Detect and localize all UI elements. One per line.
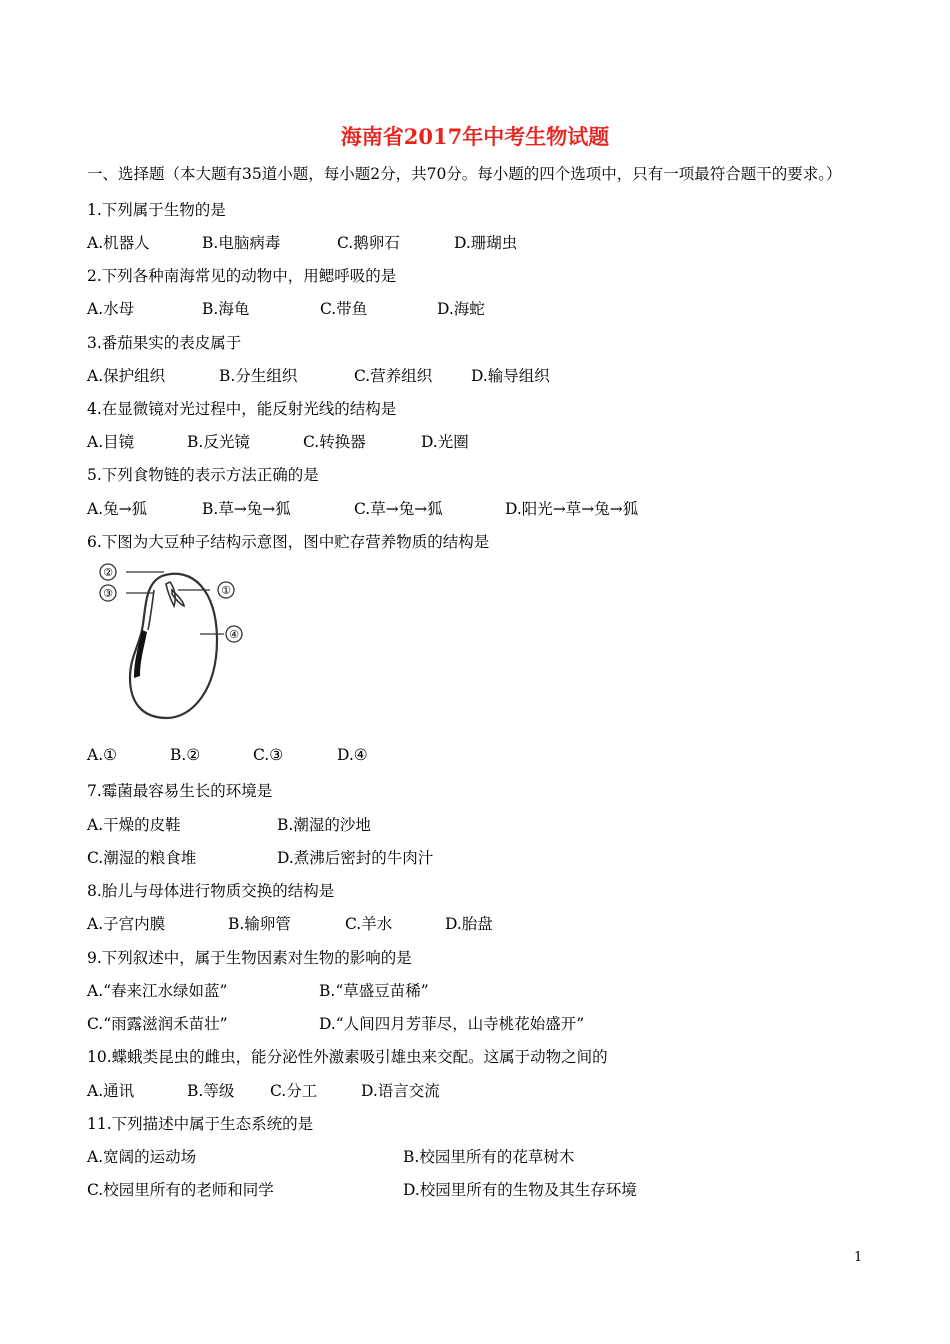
option: A.兔→狐 xyxy=(87,500,148,518)
option: A.目镜 xyxy=(87,433,135,451)
option: A.水母 xyxy=(87,300,135,318)
question-stem: 11.下列描述中属于生态系统的是 xyxy=(87,1115,314,1133)
option: C.营养组织 xyxy=(354,367,433,385)
option: D.煮沸后密封的牛肉汁 xyxy=(277,849,434,867)
option: D.阳光→草→兔→狐 xyxy=(505,500,639,518)
option: D.④ xyxy=(337,746,368,764)
hypocotyl-line xyxy=(148,590,154,630)
option: C.鹅卵石 xyxy=(337,234,400,252)
question-stem: 10.蝶蛾类昆虫的雌虫，能分泌性外激素吸引雄虫来交配。这属于动物之间的 xyxy=(87,1048,608,1066)
option: A.宽阔的运动场 xyxy=(87,1148,197,1166)
option: D.输导组织 xyxy=(471,367,550,385)
option: B.海龟 xyxy=(202,300,250,318)
radicle-shape xyxy=(134,630,147,678)
label-2: ② xyxy=(103,566,113,579)
option: B.输卵管 xyxy=(228,915,291,933)
option: B.校园里所有的花草树木 xyxy=(403,1148,575,1166)
option: C.转换器 xyxy=(303,433,366,451)
option: C.“雨露滋润禾苗壮” xyxy=(87,1015,228,1033)
label-1: ① xyxy=(221,584,231,597)
option: B.分生组织 xyxy=(219,367,298,385)
plumule-shape xyxy=(166,582,175,606)
option: D.海蛇 xyxy=(437,300,485,318)
option: B.电脑病毒 xyxy=(202,234,281,252)
option: D.校园里所有的生物及其生存环境 xyxy=(403,1181,637,1199)
question-stem: 1.下列属于生物的是 xyxy=(87,201,226,219)
question-stem: 6.下图为大豆种子结构示意图，图中贮存营养物质的结构是 xyxy=(87,533,490,551)
option: A.保护组织 xyxy=(87,367,166,385)
option: D.胎盘 xyxy=(445,915,493,933)
option: D.光圈 xyxy=(421,433,469,451)
page-number: 1 xyxy=(854,1250,863,1265)
page-title: 海南省2017年中考生物试题 xyxy=(340,124,610,149)
option: A.通讯 xyxy=(87,1082,135,1100)
question-stem: 5.下列食物链的表示方法正确的是 xyxy=(87,466,319,484)
label-4: ④ xyxy=(229,628,239,641)
option: A.子宫内膜 xyxy=(87,915,166,933)
question-stem: 7.霉菌最容易生长的环境是 xyxy=(87,782,273,800)
question-stem: 2.下列各种南海常见的动物中，用鳃呼吸的是 xyxy=(87,267,397,285)
option: A.“春来江水绿如蓝” xyxy=(87,982,228,1000)
option: C.校园里所有的老师和同学 xyxy=(87,1181,274,1199)
option: B.草→兔→狐 xyxy=(202,500,291,518)
option: D.语言交流 xyxy=(361,1082,440,1100)
option: A.干燥的皮鞋 xyxy=(87,816,181,834)
option: A.① xyxy=(87,746,118,764)
option: A.机器人 xyxy=(87,234,150,252)
option: B.反光镜 xyxy=(187,433,250,451)
option: C.潮湿的粮食堆 xyxy=(87,849,197,867)
question-stem: 3.番茄果实的表皮属于 xyxy=(87,334,242,352)
option: B.潮湿的沙地 xyxy=(277,816,371,834)
question-stem: 9.下列叙述中，属于生物因素对生物的影响的是 xyxy=(87,949,412,967)
option: C.分工 xyxy=(270,1082,318,1100)
option: D.珊瑚虫 xyxy=(454,234,518,252)
soybean-seed-diagram xyxy=(92,560,252,725)
question-stem: 8.胎儿与母体进行物质交换的结构是 xyxy=(87,882,335,900)
option: D.“人间四月芳菲尽，山寺桃花始盛开” xyxy=(319,1015,585,1033)
section-intro: 一、选择题（本大题有35道小题，每小题2分，共70分。每小题的四个选项中，只有一项最符合题干的要求。） xyxy=(87,165,842,183)
option: C.草→兔→狐 xyxy=(354,500,443,518)
option: C.带鱼 xyxy=(320,300,368,318)
option: B.“草盛豆苗稀” xyxy=(319,982,429,1000)
option: B.等级 xyxy=(187,1082,235,1100)
option: C.③ xyxy=(253,746,284,764)
option: B.② xyxy=(170,746,201,764)
option: C.羊水 xyxy=(345,915,393,933)
question-stem: 4.在显微镜对光过程中，能反射光线的结构是 xyxy=(87,400,397,418)
label-3: ③ xyxy=(103,587,113,600)
